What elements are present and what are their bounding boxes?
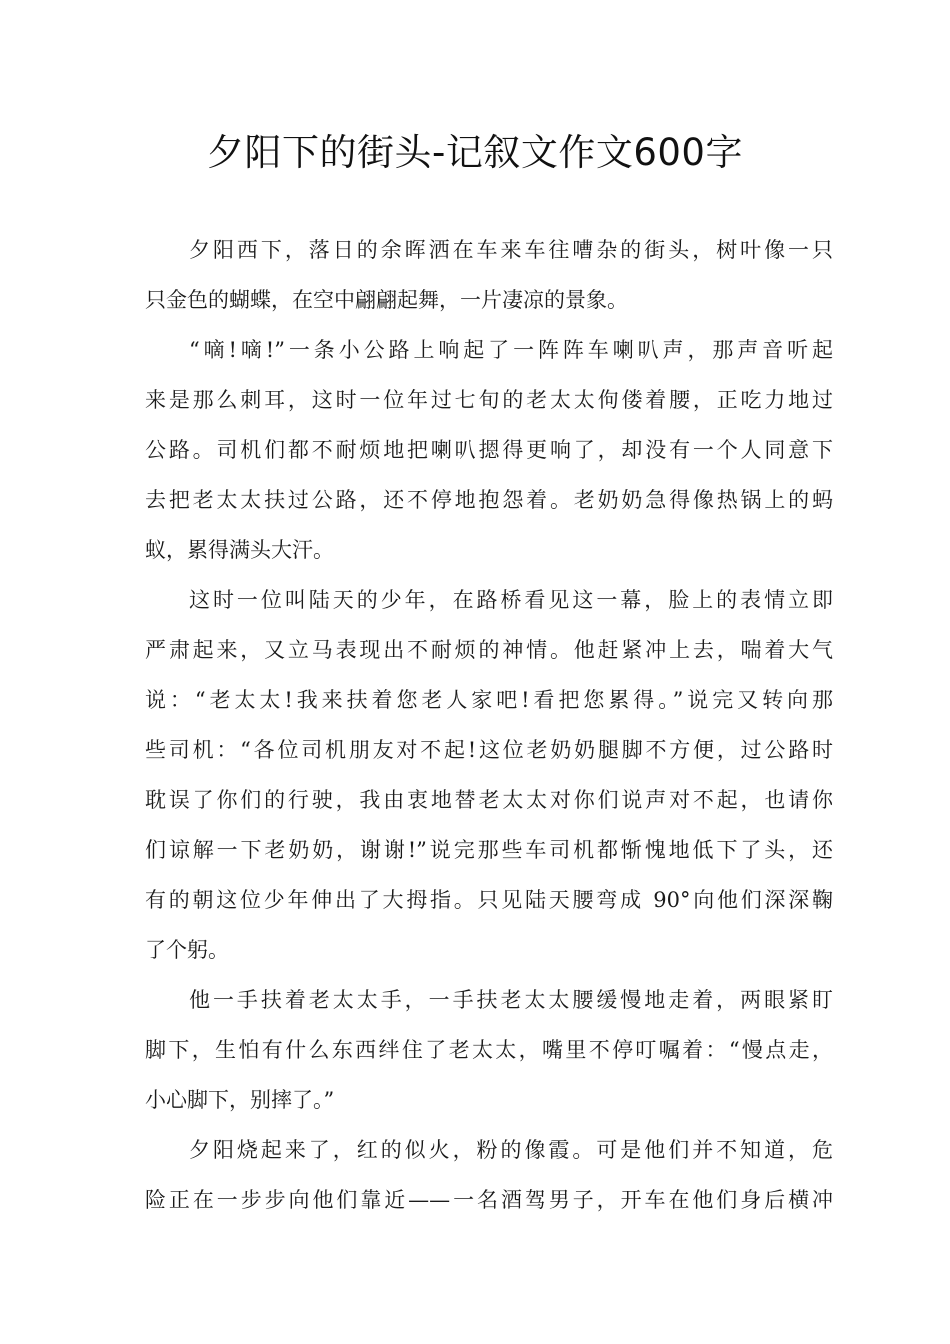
text-line: 些司机：“各位司机朋友对不起!这位老奶奶腿脚不方便，过公路时 [145,738,833,762]
text-line: 夕阳烧起来了，红的似火，粉的像霞。可是他们并不知道，危 [189,1138,833,1162]
text-line: 去把老太太扶过公路，还不停地抱怨着。老奶奶急得像热锅上的蚂 [145,488,833,512]
text-line: 耽误了你们的行驶，我由衷地替老太太对你们说声对不起，也请你 [145,788,833,812]
text-line: 他一手扶着老太太手，一手扶老太太腰缓慢地走着，两眼紧盯 [189,988,833,1012]
paragraph-5 [145,1125,833,1225]
text-line: 公路。司机们都不耐烦地把喇叭摁得更响了，却没有一个人同意下 [145,438,833,462]
text-line: 有的朝这位少年伸出了大拇指。只见陆天腰弯成 90°向他们深深鞠 [145,888,833,912]
text-line: 说：“老太太!我来扶着您老人家吧!看把您累得。”说完又转向那 [145,688,833,712]
paragraph-2 [145,325,833,575]
text-line: 小心脚下，别摔了。” [145,1088,335,1112]
document-body [145,225,833,1225]
text-line: 这时一位叫陆天的少年，在路桥看见这一幕，脸上的表情立即 [189,588,833,612]
text-line: 蚁，累得满头大汗。 [145,538,334,562]
text-line: “嘀!嘀!”一条小公路上响起了一阵阵车喇叭声，那声音听起 [189,338,833,362]
text-line: 严肃起来，又立马表现出不耐烦的神情。他赶紧冲上去，喘着大气 [145,638,833,662]
text-line: 脚下，生怕有什么东西绊住了老太太，嘴里不停叮嘱着：“慢点走， [145,1038,833,1062]
text-line: 来是那么刺耳，这时一位年过七旬的老太太佝偻着腰，正吃力地过 [145,388,833,412]
paragraph-1 [145,225,833,325]
text-line: 了个躬。 [145,938,229,962]
text-line: 险正在一步步向他们靠近——一名酒驾男子，开车在他们身后横冲 [145,1188,833,1212]
text-line: 夕阳西下，落日的余晖洒在车来车往嘈杂的街头，树叶像一只 [189,238,833,262]
document-title: 夕阳下的街头-记叙文作文600字 [207,131,743,174]
text-line: 只金色的蝴蝶，在空中翩翩起舞，一片凄凉的景象。 [145,288,628,312]
paragraph-3 [145,575,833,975]
paragraph-4 [145,975,833,1125]
text-line: 们谅解一下老奶奶，谢谢!”说完那些车司机都惭愧地低下了头，还 [145,838,833,862]
